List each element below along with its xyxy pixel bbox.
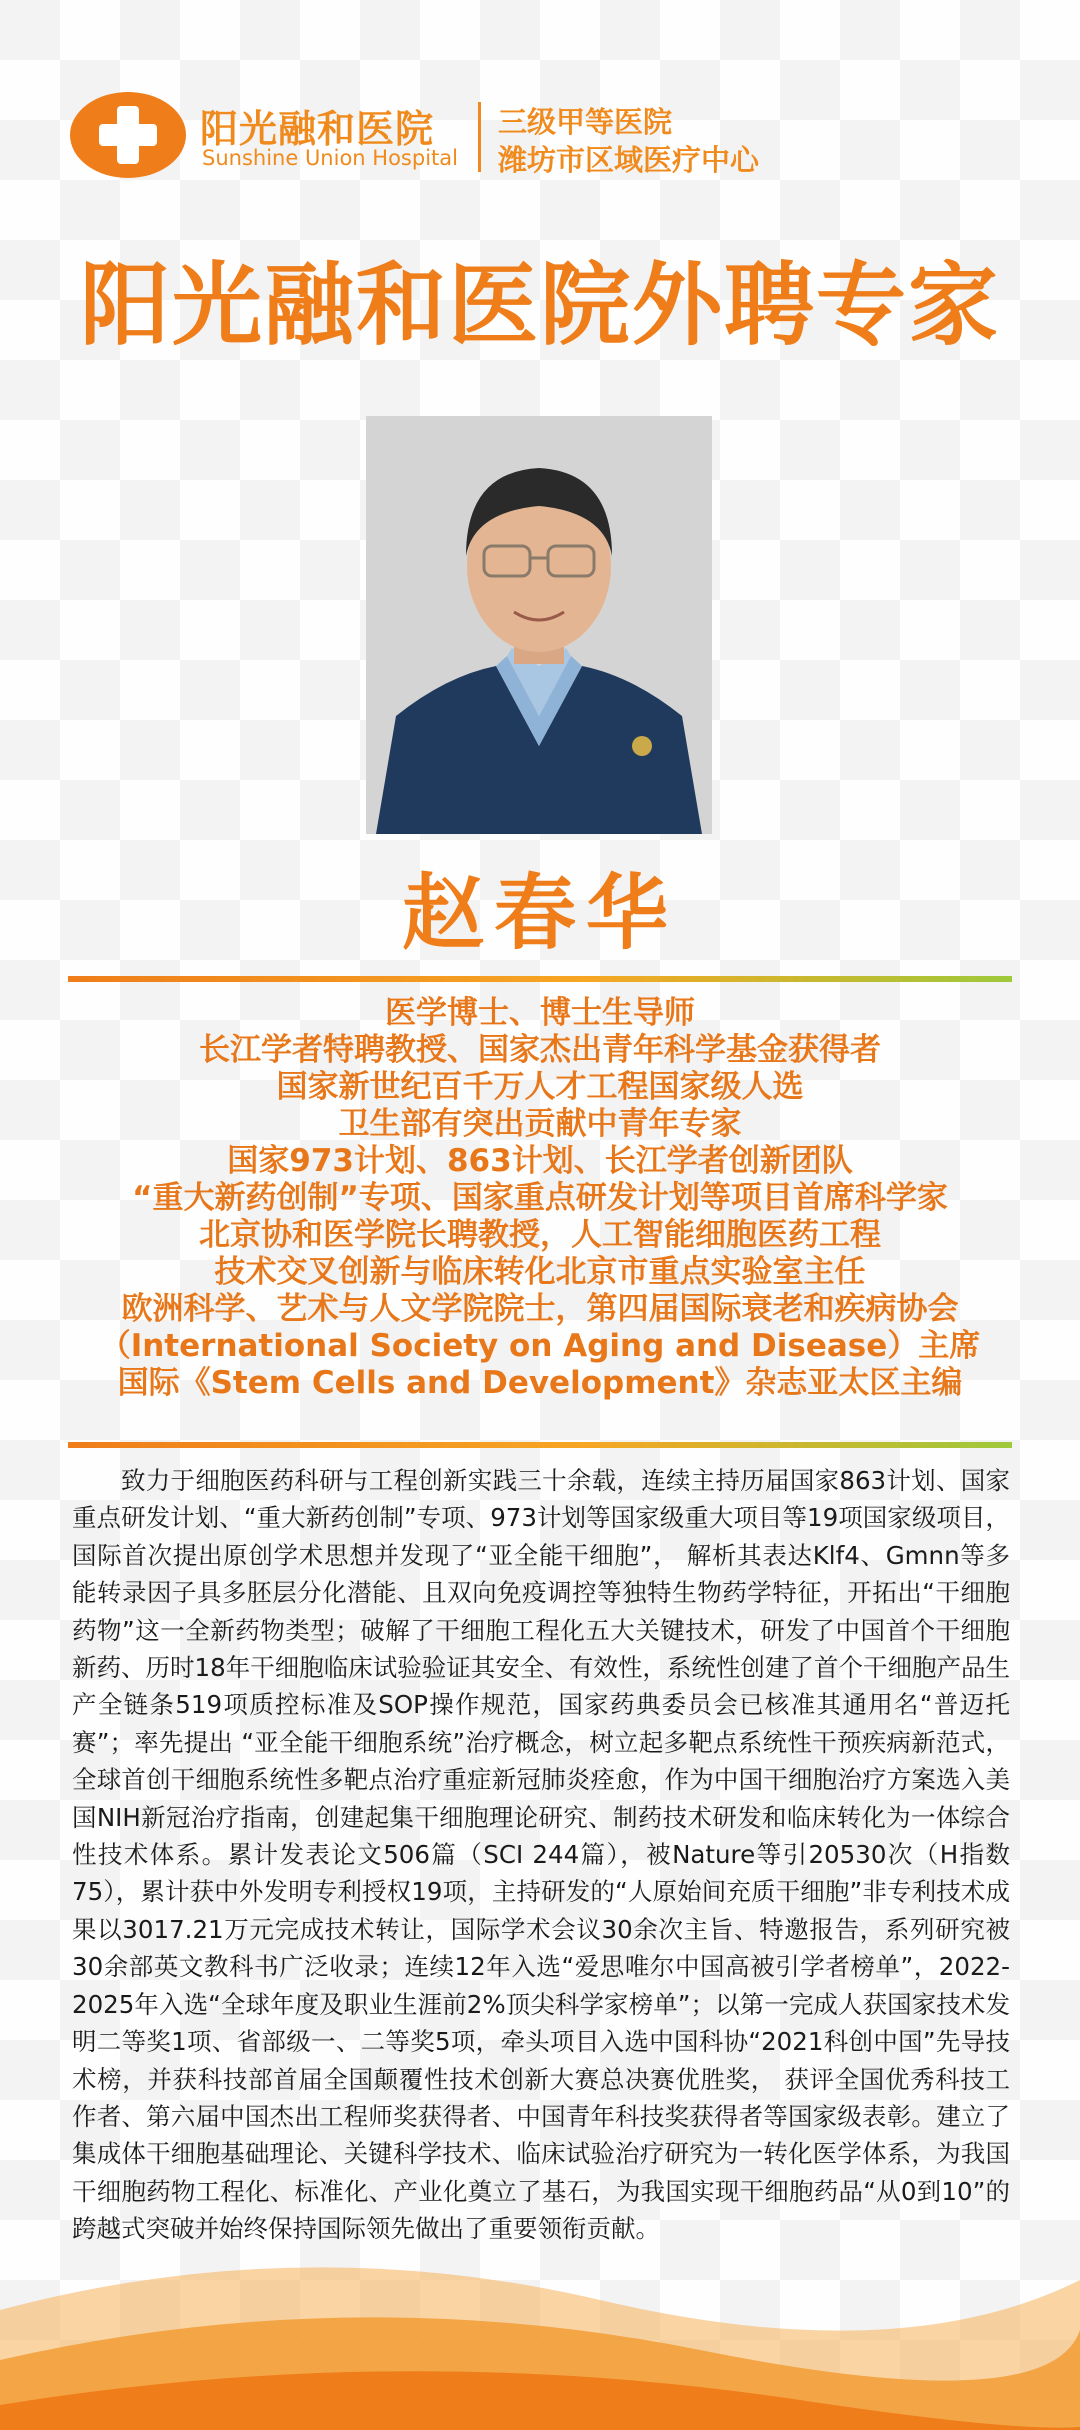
divider-top bbox=[68, 976, 1012, 982]
honor-title: “重大新药创制”专项、国家重点研发计划等项目首席科学家 bbox=[132, 1180, 948, 1216]
hospital-name-en: Sunshine Union Hospital bbox=[202, 146, 458, 170]
honor-title: 医学博士、博士生导师 bbox=[385, 995, 695, 1031]
honor-title: 国家新世纪百千万人才工程国家级人选 bbox=[276, 1069, 804, 1105]
expert-portrait bbox=[366, 416, 712, 834]
header-divider bbox=[478, 102, 481, 172]
honor-title: 技术交叉创新与临床转化北京市重点实验室主任 bbox=[214, 1254, 866, 1290]
regional-center: 潍坊市区域医疗中心 bbox=[498, 143, 760, 177]
honor-title: 国家973计划、863计划、长江学者创新团队 bbox=[227, 1143, 853, 1179]
hospital-name: 阳光融和医院 bbox=[200, 107, 435, 151]
biography-text: 致力于细胞医药科研与工程创新实践三十余载，连续主持历届国家863计划、国家重点研发计划、“重大新药创制”专项、973计划等国家级重大项目等19项国家级项目，国际首次提出原创学术思想并发现了“亚全能干细胞”， 解析其表达Klf4、Gmnn等多能转录因子具多胚层分化潜能、且双向免疫调控等独特生物药学特征，开拓出“干细胞药物”这一全新药物类型；破解了干细胞工程化五大关键技术，研发了中国首个干细胞新药、历时18年干细胞临床试验验证其安全、有效性，系统性创建了首个干细胞产品生产全链条519项质控标准及SOP操作规范，国家药典委员会已核准其通用名“普迈托赛”；率先提出 “亚全能干细胞系统”治疗概念，树立起多靶点系统性干预疾病新范式，全球首创干细胞系统性多靶点治疗重症新冠肺炎痊愈，作为中国干细胞治疗方案选入美国NIH新冠治疗指南，创建起集干细胞理论研究、制药技术研发和临床转化为一体综合性技术体系。累计发表论文506篇（SCI 244篇），被Nature等引20530次（H指数75），累计获中外发明专利授权19项，主持研发的“人原始间充质干细胞”非专利技术成果以3017.21万元完成技术转让，国际学术会议30余次主旨、特邀报告，系列研究被30余部英文教科书广泛收录；连续12年入选“爱思唯尔中国高被引学者榜单”，2022-2025年入选“全球年度及职业生涯前2%顶尖科学家榜单”；以第一完成人获国家技术发明二等奖1项、省部级一、二等奖5项，牵头项目入选中国科协“2021科创中国”先导技术榜，并获科技部首届全国颠覆性技术创新大赛总决赛优胜奖， 获评全国优秀科技工作者、第六届中国杰出工程师奖获得者、中国青年科技奖获得者等国家级表彰。建立了集成体干细胞基础理论、关键科学技术、临床试验治疗研究为一转化医学体系，为我国干细胞药物工程化、标准化、产业化奠立了基石，为我国实现干细胞药品“从0到10”的跨越式突破并始终保持国际领先做出了重要领衔贡献。 bbox=[72, 1466, 1010, 2244]
expert-name: 赵春华 bbox=[401, 865, 678, 961]
honor-title: 长江学者特聘教授、国家杰出青年科学基金获得者 bbox=[199, 1032, 881, 1068]
honor-titles bbox=[40, 995, 1040, 1402]
hospital-grade: 三级甲等医院 bbox=[498, 105, 673, 139]
honor-title: 北京协和医学院长聘教授，人工智能细胞医药工程 bbox=[199, 1217, 881, 1253]
medical-cross-icon bbox=[70, 92, 186, 178]
divider-bottom bbox=[68, 1442, 1012, 1448]
honor-title: （International Society on Aging and Disease）主席 bbox=[99, 1328, 981, 1364]
decorative-wave bbox=[0, 2190, 1080, 2430]
hospital-header bbox=[70, 92, 830, 182]
honor-title: 国际《Stem Cells and Development》杂志亚太区主编 bbox=[117, 1365, 963, 1401]
honor-title: 卫生部有突出贡献中青年专家 bbox=[338, 1106, 742, 1142]
page-title: 阳光融和医院外聘专家 bbox=[80, 252, 1000, 358]
honor-title: 欧洲科学、艺术与人文学院院士，第四届国际衰老和疾病协会 bbox=[121, 1291, 959, 1327]
